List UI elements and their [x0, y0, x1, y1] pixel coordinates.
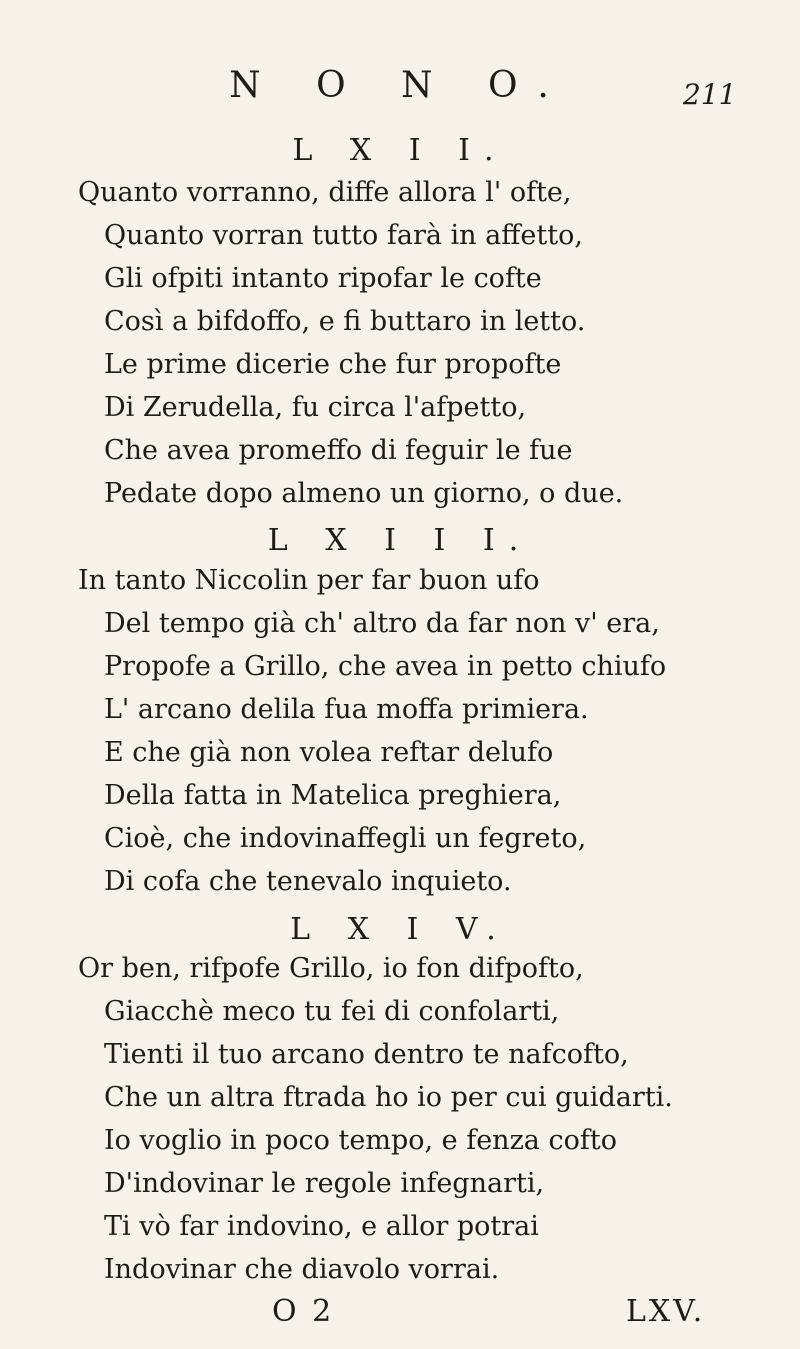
verse-line: E che già non volea reftar delufo	[104, 737, 554, 768]
verse-line: L' arcano delila fua moffa primiera.	[104, 694, 589, 725]
verse-line: Or ben, rifpofe Grillo, io fon difpofto,	[78, 953, 584, 984]
verse-line: Cioè, che indovinaffegli un fegreto,	[104, 823, 587, 854]
verse-line: D'indovinar le regole infegnarti,	[104, 1168, 545, 1199]
verse-line: Pedate dopo almeno un giorno, o due.	[104, 478, 624, 509]
verse-line: Ti vò far indovino, e allor potrai	[104, 1211, 539, 1242]
verse-line: Così a bifdoffo, e fi buttaro in letto.	[104, 306, 586, 337]
verse-line: Della fatta in Matelica preghiera,	[104, 780, 562, 811]
verse-line: Tienti il tuo arcano dentro te nafcofto,	[104, 1039, 629, 1070]
verse-line: Che avea promeffo di feguir le fue	[104, 435, 573, 466]
verse-line: Che un altra ftrada ho io per cui guidarti.	[104, 1082, 673, 1113]
verse-line: In tanto Niccolin per far buon ufo	[78, 565, 540, 596]
verse-line: Di cofa che tenevalo inquieto.	[104, 866, 512, 897]
verse-line: Io voglio in poco tempo, e fenza cofto	[104, 1125, 617, 1156]
verse-line: Del tempo già ch' altro da far non v' era,	[104, 608, 660, 639]
catchword: LXV.	[626, 1294, 706, 1329]
stanza-heading: L X I I.	[292, 133, 508, 168]
verse-line: Di Zerudella, fu circa l'afpetto,	[104, 392, 527, 423]
signature-mark: O 2	[272, 1294, 335, 1329]
verse-line: Gli ofpiti intanto ripofar le cofte	[104, 263, 542, 294]
verse-line: Le prime dicerie che fur propofte	[104, 349, 562, 380]
verse-line: Quanto vorranno, diffe allora l' ofte,	[78, 177, 572, 208]
verse-line: Propofe a Grillo, che avea in petto chiufo	[104, 651, 667, 682]
verse-line: Quanto vorran tutto farà in affetto,	[104, 220, 583, 251]
verse-line: Indovinar che diavolo vorrai.	[104, 1254, 500, 1285]
running-title: N O N O.	[229, 65, 571, 106]
stanza-heading: L X I V.	[290, 912, 510, 947]
page-number: 211	[683, 78, 737, 111]
stanza-heading: L X I I I.	[267, 523, 533, 558]
verse-line: Giacchè meco tu fei di confolarti,	[104, 996, 560, 1027]
